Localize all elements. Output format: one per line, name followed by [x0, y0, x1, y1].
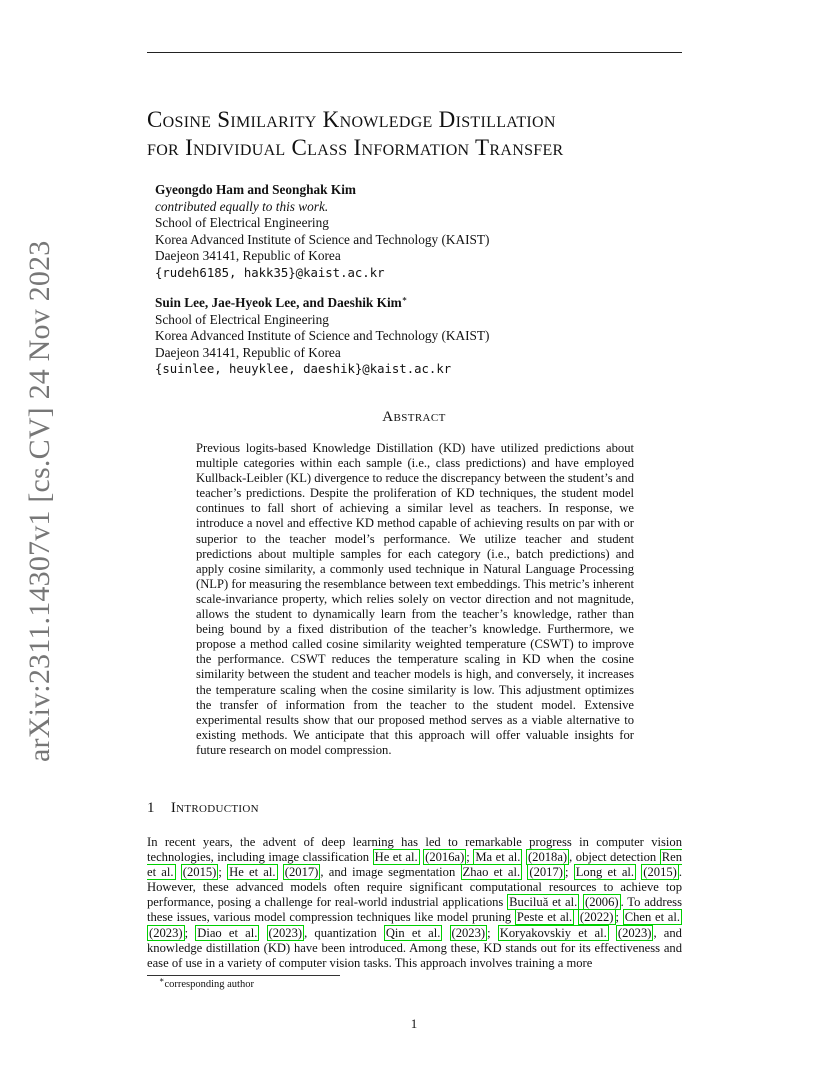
citation-link[interactable]: (2015) [643, 865, 677, 880]
citation-link[interactable]: Diao et al. [197, 925, 258, 940]
footnote-marker: ∗ [401, 294, 408, 304]
citation-link[interactable]: Buciluǎ et al. [509, 895, 578, 910]
paper-title [147, 106, 707, 162]
arxiv-identifier: arXiv:2311.14307v1 [cs.CV] 24 Nov 2023 [23, 240, 56, 762]
equal-contribution-note: contributed equally to this work. [155, 198, 329, 214]
citation-link[interactable]: Peste et al. [516, 910, 573, 925]
citation-link[interactable]: Zhao et al. [462, 865, 521, 880]
citation-link[interactable]: He et al. [374, 850, 418, 865]
author-block-1 [155, 182, 489, 281]
citation-link[interactable]: Ren et al. [147, 850, 683, 880]
author-names: Suin Lee, Jae-Hyeok Lee, and Daeshik Kim∗ [155, 294, 408, 310]
title-line-1: Cosine Similarity Knowledge Distillation [147, 107, 556, 132]
affiliation-address: Daejeon 34141, Republic of Korea [155, 344, 341, 360]
section-title: Introduction [170, 800, 259, 816]
introduction-paragraph: In recent years, the advent of deep learning has led to remarkable progress in computer vision technologies, including image classification He et al. (2016a) ; Ma et al. (2018a) , object detection Ren et al. (2015) ; He et al. (2017) , and image segmentation Zhao et al. (2017) ; Long et al. (2015) . However, these advanced models often require significant computational resources to achieve top performance, posing a challenge for real-world industrial applications Buciluǎ et al. (2006) . To address these issues, various model compression techniques like model pruning Peste et al. (2022) ; Chen et al. (2023) ; Diao et al. (2023) , quantization Qin et al. (2023) ; Koryakovskiy et al. (2023) , and knowledge distillation (KD) have been introduced. Among these, KD stands out for its effectiveness and ease of use in a variety of computer vision tasks. This approach involves training a more [147, 835, 683, 970]
citation-link[interactable]: (2022) [579, 910, 614, 925]
page-number: 1 [410, 1016, 418, 1031]
author-block-2 [155, 295, 489, 378]
citation-link[interactable]: (2023) [451, 925, 486, 940]
footnote-rule [147, 975, 340, 976]
citation-link[interactable]: (2023) [617, 925, 652, 940]
citation-link[interactable]: Koryakovskiy et al. [499, 925, 607, 940]
top-rule [147, 52, 682, 53]
section-heading [147, 800, 259, 817]
author-email: {rudeh6185, hakk35}@kaist.ac.kr [155, 265, 385, 280]
citation-link[interactable]: Ma et al. [475, 850, 521, 865]
abstract-heading: Abstract [382, 409, 446, 425]
title-line-2: for Individual Class Information Transfer [147, 135, 564, 160]
footnote-text: corresponding author [164, 979, 254, 990]
citation-link[interactable]: (2016a) [425, 850, 465, 865]
author-names: Gyeongdo Ham and Seonghak Kim [155, 182, 356, 197]
citation-link[interactable]: He et al. [229, 865, 276, 880]
citation-link[interactable]: Long et al. [575, 865, 635, 880]
citation-link[interactable]: (2017) [529, 865, 563, 880]
citation-link[interactable]: Qin et al. [385, 925, 441, 940]
affiliation-institute: Korea Advanced Institute of Science and Technology (KAIST) [155, 231, 490, 247]
citation-link[interactable]: (2006) [585, 895, 619, 910]
citation-link[interactable]: (2023) [149, 925, 183, 940]
author-email: {suinlee, heuyklee, daeshik}@kaist.ac.kr [155, 362, 452, 376]
affiliation-school: School of Electrical Engineering [155, 215, 329, 230]
footnote [159, 975, 254, 991]
abstract-text: Previous logits-based Knowledge Distillation (KD) have utilized predictions about multiple categories within each sample (i.e., class predictions) and have employed Kullback-Leibler (KL) divergence to reduce the discrepancy between the student’s and teacher’s predictions. Despite the proliferation of KD techniques, the student model continues to fall short of achieving a similar level as teachers. In response, we introduce a novel and effective KD method capable of achieving results on par with or superior to the teacher model’s performance. We utilize teacher and student predictions about multiple samples for each category (i.e., batch predictions) and apply cosine similarity, a commonly used technique in Natural Language Processing (NLP) for measuring the resemblance between text embeddings. This metric’s inherent scale-invariance property, which relies solely on vector direction and not magnitude, allows the student to dynamically learn from the teacher’s knowledge, rather than being bound by a fixed distribution of the teacher’s knowledge. Furthermore, we propose a method called cosine similarity weighted temperature (CSWT) to improve the performance. CSWT reduces the temperature scaling in KD when the cosine similarity between the student and teacher models is high, and conversely, it increases the temperature scaling when the cosine similarity is low. This adjustment optimizes the transfer of information from the teacher to the student model. Extensive experimental results show that our proposed method serves as a viable alternative to existing methods. We anticipate that this approach will offer valuable insights for future research on model compression. [196, 441, 634, 757]
section-number: 1 [147, 800, 155, 816]
citation-link[interactable]: (2023) [268, 925, 303, 940]
affiliation-institute: Korea Advanced Institute of Science and Technology (KAIST) [155, 328, 490, 343]
citation-link[interactable]: (2018a) [527, 850, 568, 865]
citation-link[interactable]: (2017) [284, 865, 319, 880]
affiliation-school: School of Electrical Engineering [155, 311, 329, 327]
citation-link[interactable]: (2015) [182, 865, 217, 880]
footnote-marker: ∗ [159, 975, 165, 985]
affiliation-address: Daejeon 34141, Republic of Korea [155, 248, 341, 263]
citation-link[interactable]: Chen et al. [624, 910, 680, 925]
